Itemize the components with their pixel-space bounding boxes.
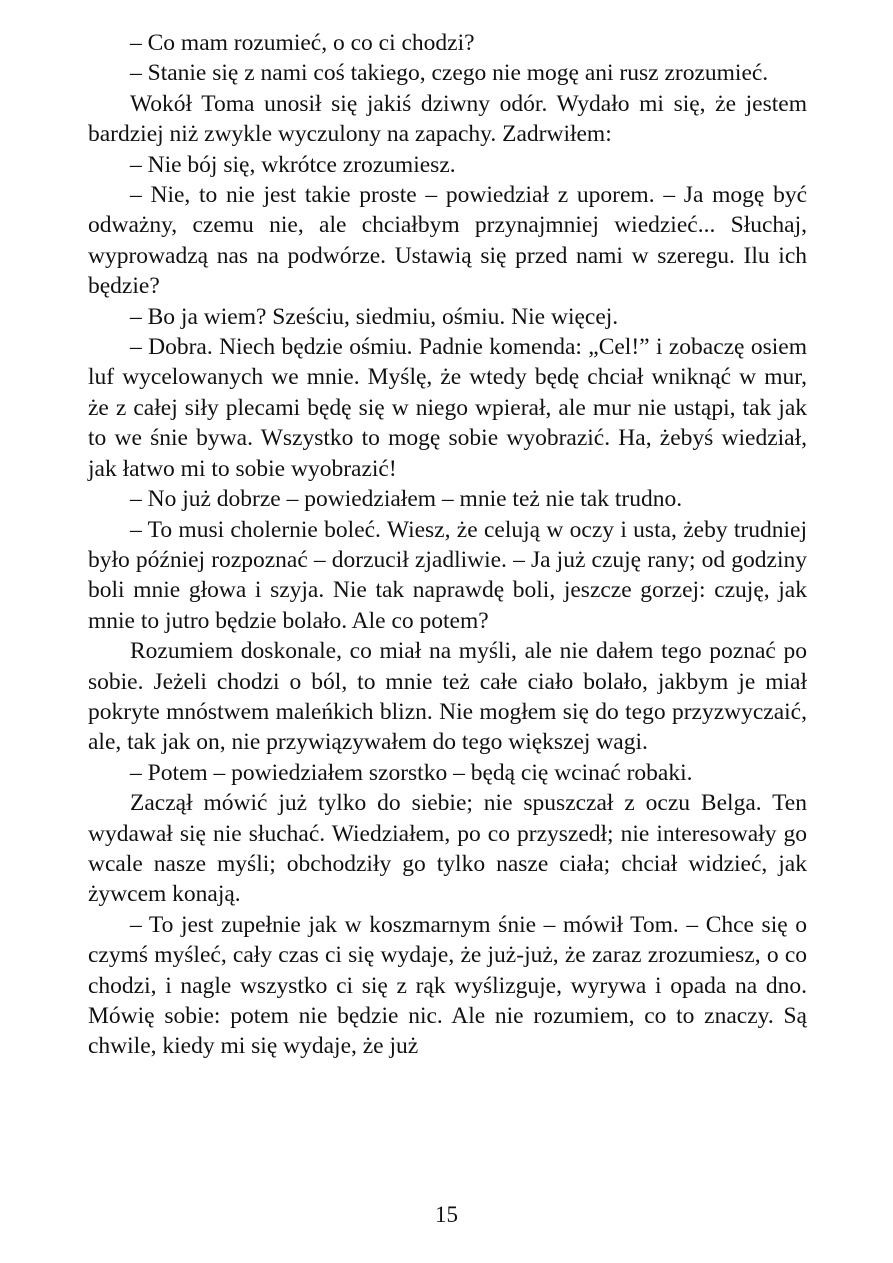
paragraph-5: – Nie, to nie jest takie proste – powiedział z uporem. – Ja mogę być odważny, czemu nie, ale chciałbym przynajmniej wiedzieć... Słuchaj, wyprowadzą nas na podwórze. Ustawią się przed nami w szeregu. Ilu ich będzie? <box>88 182 807 300</box>
paragraph-4: – Nie bój się, wkrótce zrozumiesz. <box>130 151 456 178</box>
paragraph-2: – Stanie się z nami coś takiego, czego nie mogę ani rusz zrozumieć. <box>130 60 769 87</box>
paragraph-12: Zaczął mówić już tylko do siebie; nie spuszczał z oczu Belga. Ten wydawał się nie słuchać. Wiedziałem, po co przyszedł; nie interesowały go wcale nasze myśli; obchodziły go tylko nasze ciała; chciał widzieć, jak żywcem konają. <box>88 790 807 908</box>
paragraph-3: Wokół Toma unosił się jakiś dziwny odór. Wydało mi się, że jestem bardziej niż zwykle wyczulony na zapachy. Zadrwiłem: <box>88 90 807 148</box>
paragraph-6: – Bo ja wiem? Sześciu, siedmiu, ośmiu. Nie więcej. <box>130 303 619 330</box>
page-number: 15 <box>435 1202 458 1227</box>
paragraph-1: – Co mam rozumieć, o co ci chodzi? <box>130 30 475 56</box>
paragraph-7: – Dobra. Niech będzie ośmiu. Padnie komenda: „Cel!” i zobaczę osiem luf wycelowanych we mnie. Myślę, że wtedy będę chciał wniknąć w mur, że z całej siły plecami będę się w niego wpierał, ale mur nie ustąpi, tak jak to we śnie bywa. Wszystko to mogę sobie wyobrazić. Ha, żebyś wiedział, jak łatwo mi to sobie wyobrazić! <box>88 334 807 482</box>
paragraph-9: – To musi cholernie boleć. Wiesz, że celują w oczy i usta, żeby trudniej było później rozpoznać – dorzucił zjadliwie. – Ja już czuję rany; od godziny boli mnie głowa i szyja. Nie tak naprawdę boli, jeszcze gorzej: czuję, jak mnie to jutro będzie bolało. Ale co potem? <box>88 516 807 634</box>
paragraph-11: – Potem – powiedziałem szorstko – będą cię wcinać robaki. <box>130 759 693 786</box>
paragraph-13: – To jest zupełnie jak w koszmarnym śnie – mówił Tom. – Chce się o czymś myśleć, cały czas ci się wydaje, że już-już, że zaraz zrozumiesz, o co chodzi, i nagle wszystko ci się z rąk wyślizguje, wyrywa i opada na dno. Mówię sobie: potem nie będzie nic. Ale nie rozumiem, co to znaczy. Są chwile, kiedy mi się wydaje, że już <box>88 911 807 1060</box>
page-body <box>88 28 807 1062</box>
paragraph-10: Rozumiem doskonale, co miał na myśli, ale nie dałem tego poznać po sobie. Jeżeli chodzi o ból, to mnie też całe ciało bolało, jakbym je miał pokryte mnóstwem maleńkich blizn. Nie mogłem się do tego przyzwyczaić, ale, tak jak on, nie przywiązywałem do tego większej wagi. <box>88 638 807 756</box>
paragraph-8: – No już dobrze – powiedziałem – mnie też nie tak trudno. <box>130 486 683 513</box>
